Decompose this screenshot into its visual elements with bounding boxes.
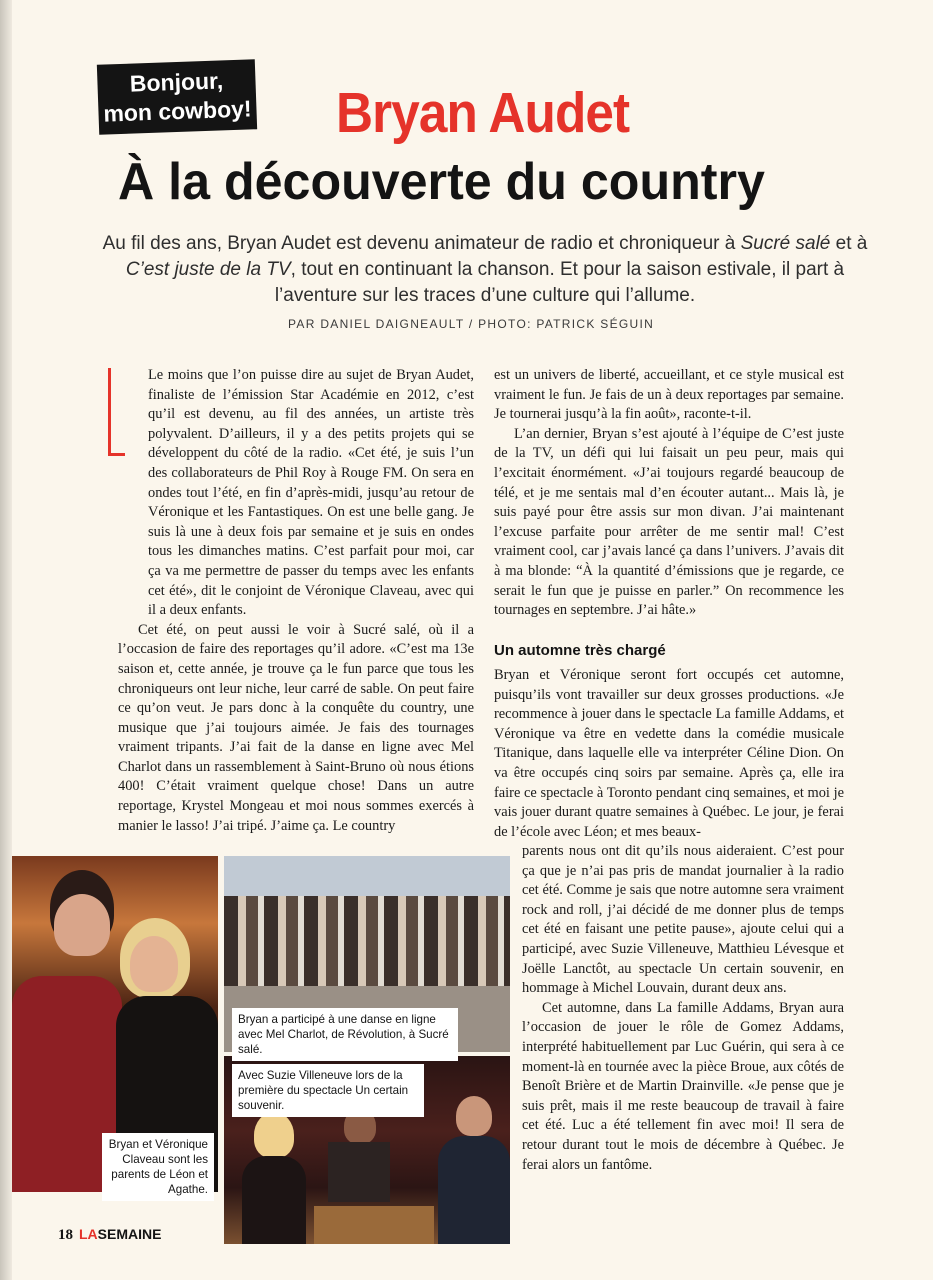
- caption-line-dance: Bryan a participé à une danse en ligne avec Mel Charlot, de Révolution, à Sucré salé.: [232, 1008, 458, 1061]
- column-2-paragraph-3: Bryan et Véronique seront fort occupés cet automne, puisqu’ils vont travailler sur deux grosses productions. «Je recommence à jouer dans le spectacle La famille Addams, et Véronique va être en vedette dans la comédie musicale Titanique, dans laquelle elle va interpréter Céline Dion. On va être occupés cinq soirs par semaine. Après ça, elle ira faire ce spectacle à Toronto pendant cinq semaines, et moi je vais jouer durant quatre semaines à Québec. Le jour, je ferai de l’école avec Léon; et mes beaux-: [494, 667, 844, 840]
- celebrity-name: Bryan Audet: [336, 81, 630, 145]
- intro-text-2: et à: [830, 233, 868, 254]
- magazine-logo-semaine: SEMAINE: [97, 1226, 162, 1242]
- photo-line-dance-crowd: [224, 896, 510, 986]
- column-2-top: [494, 366, 844, 621]
- photo-stage-musician: [328, 1142, 390, 1202]
- kicker-line-1: Bonjour,: [129, 67, 224, 97]
- photo-stage-desk: [314, 1206, 434, 1244]
- column-1: [118, 366, 474, 836]
- kicker-box: [97, 59, 257, 134]
- column-1-paragraph-1: Le moins que l’on puisse dire au sujet de Bryan Audet, finaliste de l’émission Star Académie en 2012, c’est qu’il est devenu, au fil des années, un artiste très polyvalent. D’ailleurs, il y a des petits projets qui se développent du côté de la radio. «Cet été, je suis l’un des collaborateurs de Phil Roy à Rouge FM. On sera en ondes tout l’été, en fin d’après-midi, jusqu’au retour de Véronique et les Fantastiques. On est une belle gang. Je suis là une à deux fois par semaine et je suis en ondes tous les dimanches matins. C’est parfait pour moi, car ça va me permettre de passer du temps avec les enfants cet été», dit le conjoint de Véronique Claveau, avec qui il a deux enfants.: [148, 367, 474, 619]
- photo-stage-actor: [438, 1136, 510, 1244]
- headline: À la découverte du country: [118, 153, 765, 211]
- column-2-bottom: [522, 842, 844, 1175]
- column-1-paragraph-2: Cet été, on peut aussi le voir à Sucré salé, où il a l’occasion de faire des reportages qu’il adore. «C’est ma 13e saison et, cette année, je trouve ça le fun parce que tous les chroniqueurs ont leur niche, leur carré de sable. On peut faire ce qu’on veut. Je pars donc à la conquête du country, une musique que j’ai toujours aimée. Je fais des tournages vraiment tripants. J’ai fait de la danse en ligne avec Mel Charlot dans un rassemblement à Saint-Bruno où nous étions 400! C’était vraiment quelque chose! Dans un autre reportage, Krystel Mongeau et moi nous sommes exercés à manier le lasso! J’ai tripé. J’aime ça. Le country: [118, 621, 474, 834]
- intro-text-3: , tout en continuant la chanson. Et pour la saison estivale, il part à l’aventure sur les traces d’une culture qui l’allume.: [274, 259, 845, 306]
- intro-show-1: Sucré salé: [740, 233, 831, 254]
- column-2-paragraph-1: est un univers de liberté, accueillant, et ce style musical est vraiment le fun. Je fais de un à deux reportages par semaine. Je tournerai jusqu’à la fin août», raconte-t-il.: [494, 367, 844, 423]
- page-gutter: [0, 0, 12, 1280]
- byline: PAR DANIEL DAIGNEAULT / PHOTO: PATRICK SÉGUIN: [288, 317, 655, 331]
- subheading: Un automne très chargé: [494, 642, 666, 659]
- column-2-paragraph-2: L’an dernier, Bryan s’est ajouté à l’équipe de C’est juste de la TV, un défi qui lui faisait un peu peur, mais qui l’excitait énormément. «J’ai toujours regardé beaucoup de télé, et je me sentais mal d’en écouter autant... Mais là, je suis payé pour être assis sur mon divan. J’ai maintenant l’excuse parfaite pour arrêter de me sentir mal! C’est vraiment cool, car j’avais lancé ça dans l’univers. J’avais dit à ma blonde: “À la quantité d’émissions que je regarde, ce serait le fun que je puisse en parler.” On recommence les tournages en septembre. J’ai hâte.»: [494, 425, 844, 619]
- intro-text-1: Au fil des ans, Bryan Audet est devenu animateur de radio et chroniqueur à: [102, 233, 741, 254]
- caption-stage: Avec Suzie Villeneuve lors de la première du spectacle Un certain souvenir.: [232, 1064, 424, 1117]
- photo-stage-singer-head: [254, 1112, 294, 1158]
- photo-couple-face-man: [54, 894, 110, 956]
- photo-couple-face-woman: [130, 936, 178, 992]
- column-2-paragraph-5: Cet automne, dans La famille Addams, Bryan aura l’occasion de jouer le rôle de Gomez Addams, interprété habituellement par Luc Guérin, qui sera à ce moment-là en tournée avec la pièce Broue, aux côtés de Benoît Brière et de Martin Drainville. «Je pense que je suis prêt, mais il me reste beaucoup de travail à faire cet été. Luc a été tellement fin avec moi! Il sera de retour durant tout le mois de décembre à Québec. Je ferai alors un fantôme.: [522, 999, 844, 1173]
- page-number: 18: [58, 1227, 73, 1243]
- intro-deck: [96, 231, 874, 309]
- magazine-logo-la: LA: [79, 1226, 98, 1242]
- column-2-middle: [494, 666, 844, 842]
- caption-couple: Bryan et Véronique Claveau sont les parents de Léon et Agathe.: [102, 1133, 214, 1201]
- intro-show-2: C’est juste de la TV: [125, 259, 291, 280]
- page-folio: [58, 1226, 161, 1244]
- photo-stage-singer: [242, 1156, 306, 1244]
- photo-stage-actor-head: [456, 1096, 492, 1136]
- column-2-paragraph-4: parents nous ont dit qu’ils nous aideraient. C’est pour ça que je n’ai pas pris de mandat journalier à la radio cet été. Comme je sais que notre automne sera vraiment rock and roll, j’ai décidé de me donner plus de temps cet été en faisant une petite pause», ajoute celui qui a participé, avec Suzie Villeneuve, Matthieu Lévesque et Joëlle Lanctôt, au spectacle Un certain souvenir, en hommage à Michel Louvain, durant deux ans.: [522, 843, 844, 997]
- kicker-line-2: mon cowboy!: [102, 95, 253, 127]
- photo-line-dance-sky: [224, 856, 510, 896]
